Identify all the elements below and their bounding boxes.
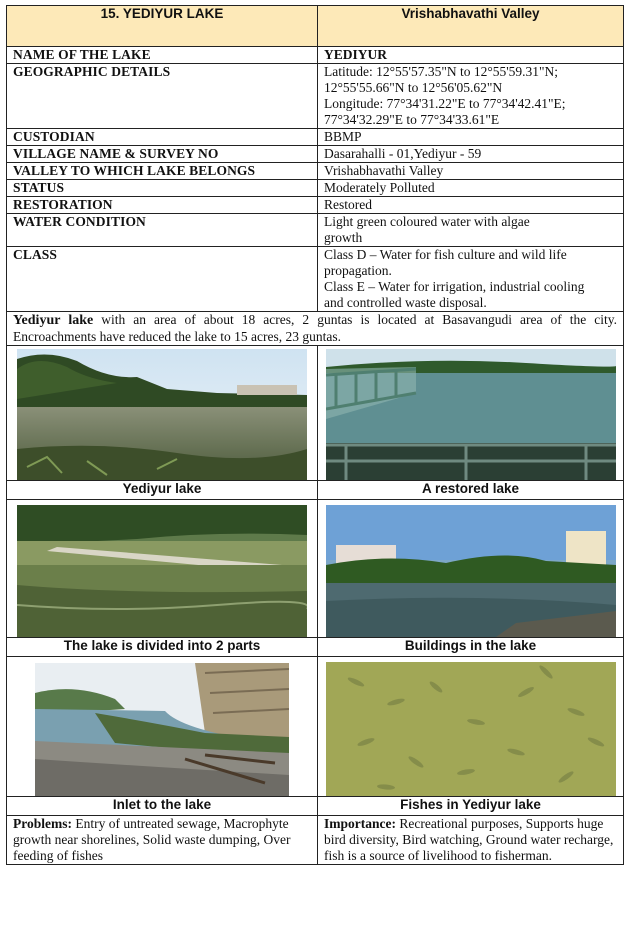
detail-row-water-condition xyxy=(7,214,624,247)
photo-row-2 xyxy=(7,500,624,638)
photo-cell xyxy=(7,500,318,638)
detail-row-valley xyxy=(7,163,624,180)
detail-row-geographic xyxy=(7,64,624,129)
importance-label: Importance: xyxy=(324,816,396,831)
photo-caption: The lake is divided into 2 parts xyxy=(7,638,318,657)
problems-text: Entry of untreated sewage, Macrophyte growth near shorelines, Solid waste dumping, Over feeding of fishes xyxy=(13,816,291,863)
intro-text: with an area of about 18 acres, 2 guntas is located at Basavangudi area of the city. Encroachments have reduced the lake to 15 acres, 23 guntas. xyxy=(13,312,617,344)
value-line: and controlled waste disposal. xyxy=(324,295,487,310)
latitude-line-1: Latitude: 12°55'57.35"N to 12°55'59.31"N; xyxy=(324,64,559,79)
detail-label: RESTORATION xyxy=(7,197,318,214)
detail-label: NAME OF THE LAKE xyxy=(7,47,318,64)
photo-caption: Yediyur lake xyxy=(7,481,318,500)
detail-row-status xyxy=(7,180,624,197)
photo-caption: Fishes in Yediyur lake xyxy=(318,797,624,816)
lake-title: 15. YEDIYUR LAKE xyxy=(7,6,318,47)
footer-row xyxy=(7,816,624,865)
longitude-line-2: 77°34'32.29"E to 77°34'33.61"E xyxy=(324,112,500,127)
restored-lake-photo xyxy=(326,349,616,480)
photo-caption: Buildings in the lake xyxy=(318,638,624,657)
detail-row-restoration xyxy=(7,197,624,214)
detail-value: YEDIYUR xyxy=(318,47,624,64)
caption-row-2 xyxy=(7,638,624,657)
valley-title: Vrishabhavathi Valley xyxy=(318,6,624,47)
fishes-photo xyxy=(326,662,616,796)
detail-value: Dasarahalli - 01,Yediyur - 59 xyxy=(318,146,624,163)
value-line: Class D – Water for fish culture and wild life xyxy=(324,247,567,262)
caption-row-3 xyxy=(7,797,624,816)
latitude-line-2: 12°55'55.66"N to 12°56'05.62"N xyxy=(324,80,503,95)
longitude-line-1: Longitude: 77°34'31.22"E to 77°34'42.41"E; xyxy=(324,96,566,111)
detail-value: Moderately Polluted xyxy=(318,180,624,197)
photo-row-3 xyxy=(7,657,624,797)
detail-label: CUSTODIAN xyxy=(7,129,318,146)
problems-cell xyxy=(7,816,318,865)
importance-cell xyxy=(318,816,624,865)
photo-row-1 xyxy=(7,346,624,481)
detail-row-class xyxy=(7,247,624,312)
caption-row-1 xyxy=(7,481,624,500)
detail-label: GEOGRAPHIC DETAILS xyxy=(7,64,318,129)
detail-row-village xyxy=(7,146,624,163)
intro-row xyxy=(7,312,624,346)
divided-lake-photo xyxy=(17,505,307,637)
value-line: propagation. xyxy=(324,263,392,278)
detail-label: CLASS xyxy=(7,247,318,312)
detail-row-custodian xyxy=(7,129,624,146)
buildings-lake-photo xyxy=(326,505,616,637)
photo-caption: A restored lake xyxy=(318,481,624,500)
header-row xyxy=(7,6,624,47)
detail-value: Vrishabhavathi Valley xyxy=(318,163,624,180)
intro-paragraph xyxy=(7,312,624,346)
lake-info-sheet xyxy=(6,5,624,865)
problems-label: Problems: xyxy=(13,816,72,831)
photo-caption: Inlet to the lake xyxy=(7,797,318,816)
photo-cell xyxy=(7,346,318,481)
value-line: Class E – Water for irrigation, industrial cooling xyxy=(324,279,585,294)
photo-cell xyxy=(318,657,624,797)
photo-cell xyxy=(318,346,624,481)
intro-lead: Yediyur lake xyxy=(13,313,94,328)
detail-label: STATUS xyxy=(7,180,318,197)
importance-text: Recreational purposes, Supports huge bird diversity, Bird watching, Ground water recharge, fish is a source of livelihood to fisherman. xyxy=(324,816,614,863)
detail-value xyxy=(318,64,624,129)
detail-value xyxy=(318,214,624,247)
value-line: growth xyxy=(324,230,363,245)
value-line: Light green coloured water with algae xyxy=(324,214,530,229)
detail-label: VALLEY TO WHICH LAKE BELONGS xyxy=(7,163,318,180)
detail-label: VILLAGE NAME & SURVEY NO xyxy=(7,146,318,163)
detail-value: Restored xyxy=(318,197,624,214)
inlet-photo xyxy=(35,663,289,796)
detail-value xyxy=(318,247,624,312)
photo-cell xyxy=(318,500,624,638)
photo-cell xyxy=(7,657,318,797)
detail-label: WATER CONDITION xyxy=(7,214,318,247)
detail-value: BBMP xyxy=(318,129,624,146)
detail-row-name xyxy=(7,47,624,64)
yediyur-lake-photo xyxy=(17,349,307,480)
